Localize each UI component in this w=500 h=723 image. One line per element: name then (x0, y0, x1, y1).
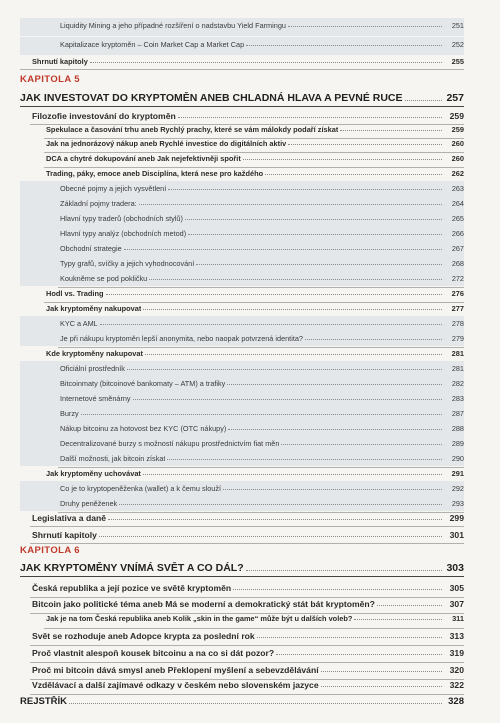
toc-entry[interactable] (0, 349, 500, 358)
dot-leader (106, 294, 443, 295)
dot-leader (246, 570, 442, 571)
page-number: 328 (448, 696, 464, 707)
entry-title: Hlavní typy traderů (obchodních stylů) (60, 214, 183, 223)
page-number: 268 (451, 259, 464, 268)
entry-title: Česká republika a její pozice ve světě kryptoměn (32, 583, 232, 593)
row-divider (58, 467, 464, 468)
entry-title: DCA a chytré dokupování aneb Jak nejefektivněji spořit (46, 154, 241, 163)
entry-title: Jak na jednorázový nákup aneb Rychlé investice do digitálních aktiv (46, 139, 287, 148)
toc-entry[interactable] (0, 484, 500, 493)
toc-entry[interactable] (0, 259, 500, 268)
page-number: 322 (449, 680, 464, 690)
entry-title: Obecné pojmy a jejich vysvětlení (60, 184, 167, 193)
dot-leader (178, 117, 442, 118)
page-number: 290 (451, 454, 464, 463)
entry-title: Legislativa a daně (32, 513, 107, 523)
dot-leader (340, 130, 442, 131)
page-number: 257 (446, 92, 464, 104)
dot-leader (227, 384, 442, 385)
toc-entry[interactable] (0, 379, 500, 388)
entry-title: JAK KRYPTOMĚNY VNÍMÁ SVĚT A CO DÁL? (20, 562, 244, 574)
entry-title: Liquidity Mining a jeho případné rozšíření o nadstavbu Yield Farmingu (60, 21, 286, 30)
toc-entry[interactable] (0, 454, 500, 463)
page-number: 319 (449, 648, 464, 658)
entry-title: Kde kryptoměny nakupovat (46, 349, 143, 358)
page-number: 262 (451, 169, 464, 178)
dot-leader (119, 504, 442, 505)
toc-entry[interactable] (0, 244, 500, 253)
dot-leader (127, 369, 442, 370)
entry-title: Základní pojmy tradera: (60, 199, 137, 208)
dot-leader (228, 429, 442, 430)
entry-title: Vzdělávací a další zajímavé odkazy v českém nebo slovenském jazyce (32, 680, 319, 690)
row-divider (58, 347, 464, 348)
entry-title: Co je to kryptopeněženka (wallet) a k čemu slouží (60, 484, 222, 493)
entry-title: Obchodní strategie (60, 244, 122, 253)
page-number: 320 (449, 665, 464, 675)
entry-title: Jak je na tom Česká republika aneb Kolik „skin in the game“ může být u dalších voleb? (46, 614, 353, 623)
toc-entry[interactable] (0, 513, 500, 523)
toc-entry[interactable] (0, 334, 500, 343)
page-number: 252 (451, 40, 464, 49)
page-number: 266 (451, 229, 464, 238)
page-number: 303 (446, 562, 464, 574)
toc-entry[interactable] (0, 199, 500, 208)
toc-entry[interactable] (0, 665, 500, 675)
dot-leader (69, 703, 442, 704)
row-divider (44, 167, 464, 168)
row-divider (30, 526, 464, 527)
dot-leader (124, 249, 442, 250)
dot-leader (233, 589, 442, 590)
row-divider (30, 662, 464, 663)
row-divider (30, 543, 464, 544)
entry-title: Jak kryptoměny uchovávat (46, 469, 141, 478)
toc-entry[interactable] (0, 111, 500, 121)
entry-title: Trading, páky, emoce aneb Disciplína, která nese pro každého (46, 169, 264, 178)
entry-title: Další možnosti, jak bitcoin získat (60, 454, 166, 463)
page-number: 279 (451, 334, 464, 343)
page-number: 293 (451, 499, 464, 508)
entry-title: JAK INVESTOVAT DO KRYPTOMĚN ANEB CHLADNÁ HLAVA A PEVNÉ RUCE (20, 92, 403, 104)
dot-leader (100, 324, 442, 325)
toc-entry[interactable] (0, 274, 500, 283)
dot-leader (185, 219, 442, 220)
entry-title: Hlavní typy analýz (obchodních metod) (60, 229, 187, 238)
entry-title: Koukněme se pod pokličku (60, 274, 148, 283)
toc-entry[interactable] (0, 184, 500, 193)
page-number: 288 (451, 424, 464, 433)
dot-leader (305, 339, 442, 340)
toc-entry[interactable] (0, 394, 500, 403)
row-divider (30, 597, 464, 598)
row-divider (30, 694, 464, 695)
toc-entry[interactable] (0, 289, 500, 298)
index-entry[interactable] (0, 696, 500, 707)
page-number: 276 (451, 289, 464, 298)
dot-leader (288, 144, 442, 145)
page-number: 283 (451, 394, 464, 403)
entry-title: Hodl vs. Trading (46, 289, 104, 298)
toc-entry[interactable] (0, 648, 500, 658)
chapter-rule (20, 106, 464, 107)
toc-entry[interactable] (0, 214, 500, 223)
entry-title: Shrnutí kapitoly (32, 57, 88, 66)
dot-leader (288, 26, 442, 27)
entry-title: Je při nákupu kryptoměn lepší anonymita, nebo naopak potvrzená identita? (60, 334, 303, 343)
entry-title: Proč mi bitcoin dává smysl aneb Překlopení myšlení a sebevzdělávání (32, 665, 319, 675)
row-divider (20, 69, 464, 70)
dot-leader (145, 354, 442, 355)
dot-leader (243, 159, 442, 160)
entry-title: Bitcoin jako politické téma aneb Má se moderní a demokratický stát bát kryptoměn? (32, 599, 375, 609)
dot-leader (223, 489, 442, 490)
toc-entry[interactable] (0, 499, 500, 508)
entry-title: Shrnutí kapitoly (32, 530, 97, 540)
page-number: 251 (451, 21, 464, 30)
row-divider (30, 645, 464, 646)
dot-leader (133, 399, 442, 400)
toc-entry[interactable] (0, 229, 500, 238)
dot-leader (354, 619, 442, 620)
row-divider (44, 152, 464, 153)
dot-leader (321, 671, 442, 672)
page-number: 287 (451, 409, 464, 418)
page-number: 299 (449, 513, 464, 523)
dot-leader (149, 279, 442, 280)
entry-title: Kapitalizace kryptoměn – Coin Market Cap a Market Cap (60, 40, 245, 49)
toc-entry[interactable] (0, 439, 500, 448)
page-number: 265 (451, 214, 464, 223)
chapter-label: KAPITOLA 5 (20, 74, 80, 85)
dot-leader (257, 637, 442, 638)
entry-title: Nákup bitcoinu za hotovost bez KYC (OTC nákupy) (60, 424, 227, 433)
page-number: 281 (451, 364, 464, 373)
page-number: 278 (451, 319, 464, 328)
toc-entry[interactable] (0, 409, 500, 418)
entry-title: Proč vlastnit alespoň kousek bitcoinu a na co si dát pozor? (32, 648, 275, 658)
toc-entry[interactable] (0, 154, 500, 163)
toc-entry[interactable] (0, 469, 500, 478)
row-divider (44, 628, 464, 629)
entry-title: Svět se rozhoduje aneb Adopce krypta za poslední rok (32, 631, 255, 641)
page-number: 311 (452, 614, 464, 623)
entry-title: Bitcoinmaty (bitcoinové bankomaty – ATM) a trafiky (60, 379, 226, 388)
page-number: 292 (451, 484, 464, 493)
dot-leader (276, 654, 442, 655)
toc-entry[interactable] (0, 614, 500, 623)
dot-leader (405, 100, 442, 101)
dot-leader (196, 264, 442, 265)
dot-leader (143, 309, 442, 310)
page-number: 255 (451, 57, 464, 66)
page-number: 260 (451, 154, 464, 163)
entry-title: Filozofie investování do kryptoměn (32, 111, 176, 121)
entry-title: Typy grafů, svíčky a jejich vyhodnocování (60, 259, 195, 268)
dot-leader (139, 204, 442, 205)
page-number: 305 (449, 583, 464, 593)
page-number: 307 (449, 599, 464, 609)
toc-entry[interactable] (0, 631, 500, 641)
dot-leader (81, 414, 442, 415)
entry-title: Decentralizované burzy s možností nákupu prostřednictvím fiat měn (60, 439, 280, 448)
entry-title: Spekulace a časování trhu aneb Rychlý prachy, které se vám málokdy podaří získat (46, 125, 339, 134)
chapter-label: KAPITOLA 6 (20, 545, 80, 556)
row-divider (44, 302, 464, 303)
toc-entry[interactable] (0, 530, 500, 540)
page-number: 264 (451, 199, 464, 208)
chapter-title[interactable] (0, 92, 500, 104)
entry-title: Burzy (60, 409, 79, 418)
toc-entry[interactable] (0, 57, 500, 66)
toc-entry[interactable] (0, 125, 500, 134)
page-number: 259 (451, 125, 464, 134)
dot-leader (99, 536, 442, 537)
dot-leader (188, 234, 442, 235)
toc-entry[interactable] (0, 424, 500, 433)
toc-entry[interactable] (0, 319, 500, 328)
chapter-rule (20, 576, 464, 577)
page-number: 313 (449, 631, 464, 641)
dot-leader (168, 189, 442, 190)
page-number: 282 (451, 379, 464, 388)
page-number: 277 (451, 304, 464, 313)
toc-entry[interactable] (0, 680, 500, 690)
dot-leader (377, 605, 442, 606)
dot-leader (321, 686, 442, 687)
toc-entry[interactable] (0, 583, 500, 593)
page-number: 260 (451, 139, 464, 148)
dot-leader (246, 45, 442, 46)
toc-entry[interactable] (0, 304, 500, 313)
entry-title: Internetové směnárny (60, 394, 131, 403)
page-number: 267 (451, 244, 464, 253)
entry-title: Oficiální prostředník (60, 364, 125, 373)
page-number: 291 (451, 469, 464, 478)
dot-leader (143, 474, 442, 475)
page-number: 259 (449, 111, 464, 121)
dot-leader (90, 62, 442, 63)
toc-entry[interactable] (0, 599, 500, 609)
toc-entry[interactable] (0, 364, 500, 373)
page-number: 289 (451, 439, 464, 448)
dot-leader (167, 459, 442, 460)
page-number: 281 (451, 349, 464, 358)
chapter-title[interactable] (0, 562, 500, 574)
entry-title: REJSTŘÍK (20, 696, 67, 707)
page-number: 272 (451, 274, 464, 283)
page-number: 263 (451, 184, 464, 193)
dot-leader (281, 444, 442, 445)
toc-entry[interactable] (0, 139, 500, 148)
toc-entry[interactable] (0, 169, 500, 178)
page-number: 301 (449, 530, 464, 540)
dot-leader (265, 174, 442, 175)
row-divider (58, 287, 464, 288)
toc-entry[interactable] (0, 40, 500, 49)
dot-leader (108, 519, 442, 520)
entry-title: Druhy peněženek (60, 499, 118, 508)
toc-entry[interactable] (0, 21, 500, 30)
entry-title: KYC a AML (60, 319, 98, 328)
entry-title: Jak kryptoměny nakupovat (46, 304, 142, 313)
